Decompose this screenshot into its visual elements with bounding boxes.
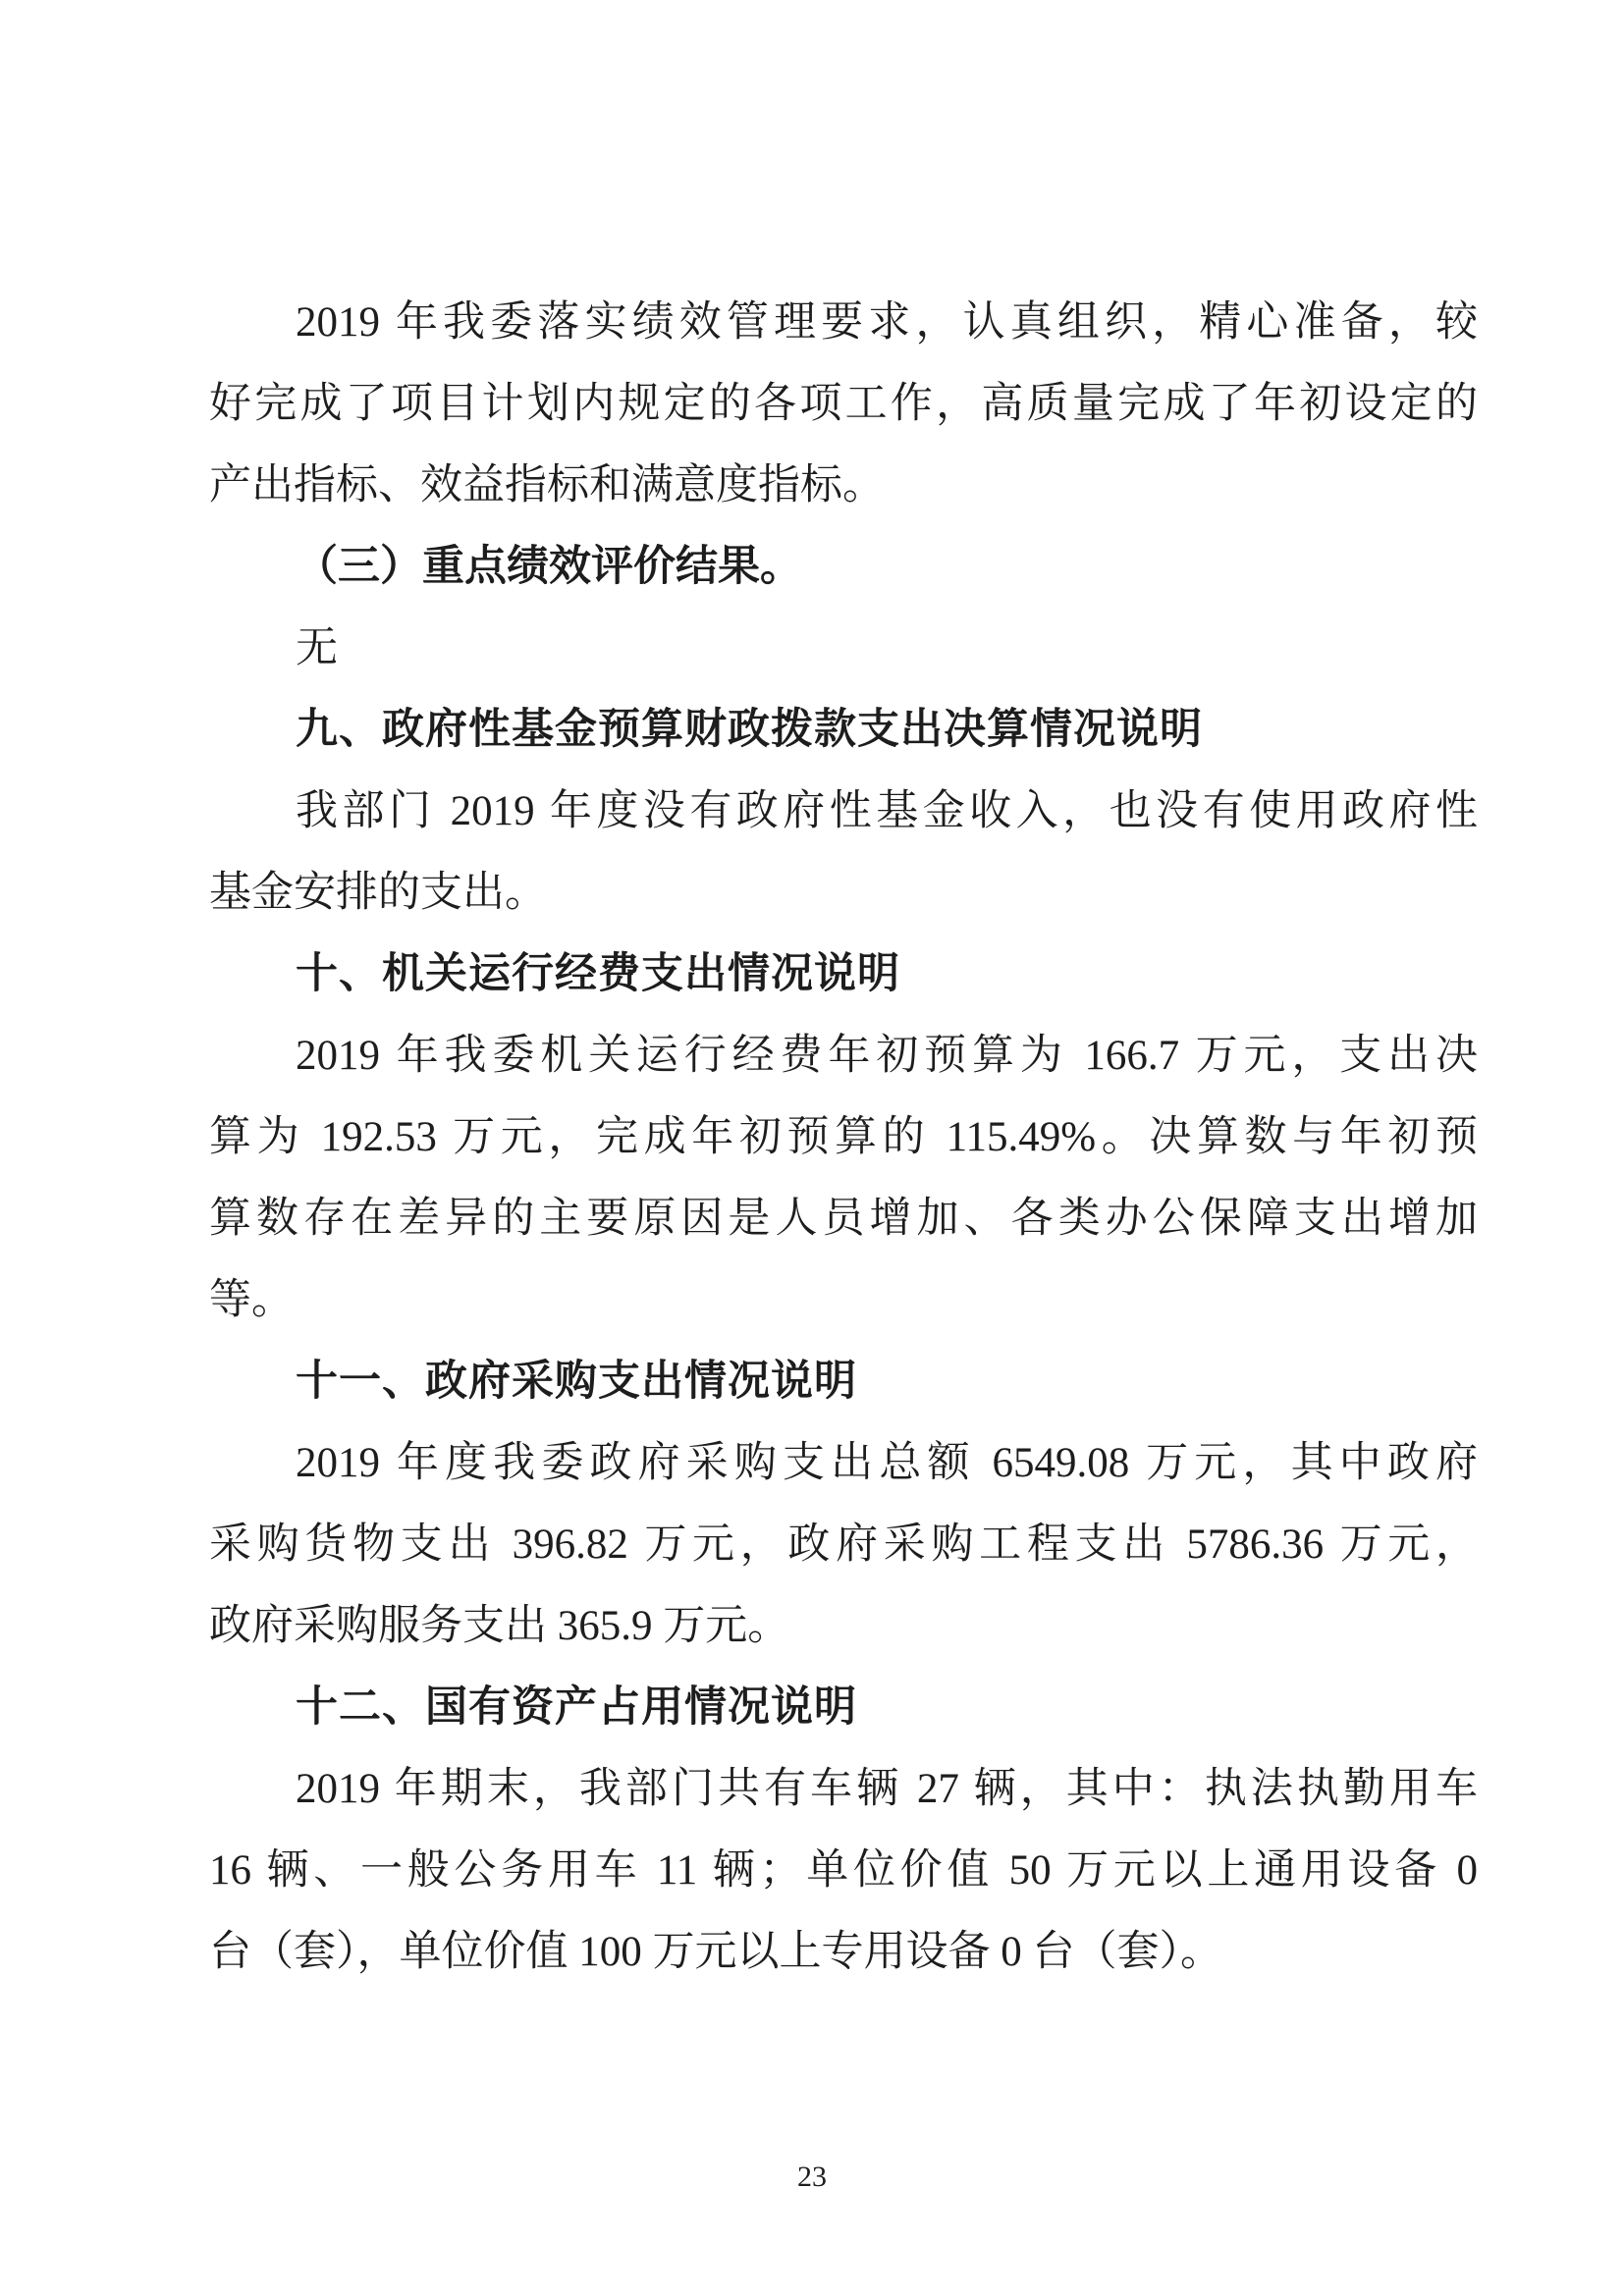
text-line: 2019 年我委机关运行经费年初预算为 166.7 万元，支出决 bbox=[296, 1033, 1478, 1079]
page-footer bbox=[0, 2158, 1624, 2197]
document-content bbox=[209, 282, 1478, 1993]
text-line: 等。 bbox=[209, 1277, 294, 1323]
text-line: 产出指标、效益指标和满意度指标。 bbox=[209, 462, 885, 508]
text-line: 采购货物支出 396.82 万元，政府采购工程支出 5786.36 万元， bbox=[209, 1522, 1478, 1568]
text-line: 台（套），单位价值 100 万元以上专用设备 0 台（套）。 bbox=[209, 1929, 1222, 1975]
section-heading: 十一、政府采购支出情况说明 bbox=[296, 1358, 857, 1405]
section-heading: 十、机关运行经费支出情况说明 bbox=[296, 950, 900, 997]
text-line: 2019 年期末，我部门共有车辆 27 辆，其中：执法执勤用车 bbox=[296, 1766, 1478, 1812]
text-line: 16 辆、一般公务用车 11 辆；单位价值 50 万元以上通用设备 0 bbox=[209, 1847, 1478, 1894]
section-heading: （三）重点绩效评价结果。 bbox=[296, 544, 802, 590]
text-line: 算为 192.53 万元，完成年初预算的 115.49%。决算数与年初预 bbox=[209, 1114, 1478, 1160]
text-line: 算数存在差异的主要原因是人员增加、各类办公保障支出增加 bbox=[209, 1196, 1478, 1242]
text-line: 无 bbox=[296, 625, 338, 671]
text-line: 政府采购服务支出 365.9 万元。 bbox=[209, 1603, 790, 1649]
section-heading: 九、政府性基金预算财政拨款支出决算情况说明 bbox=[296, 706, 1203, 753]
text-line: 2019 年度我委政府采购支出总额 6549.08 万元，其中政府 bbox=[296, 1440, 1478, 1486]
section-heading: 十二、国有资产占用情况说明 bbox=[296, 1683, 857, 1731]
text-line: 基金安排的支出。 bbox=[209, 870, 547, 916]
text-line: 好完成了项目计划内规定的各项工作，高质量完成了年初设定的 bbox=[209, 381, 1478, 427]
text-line: 我部门 2019 年度没有政府性基金收入，也没有使用政府性 bbox=[296, 788, 1478, 834]
text-line: 2019 年我委落实绩效管理要求，认真组织，精心准备，较 bbox=[296, 299, 1478, 346]
page-number: 23 bbox=[797, 2161, 827, 2193]
